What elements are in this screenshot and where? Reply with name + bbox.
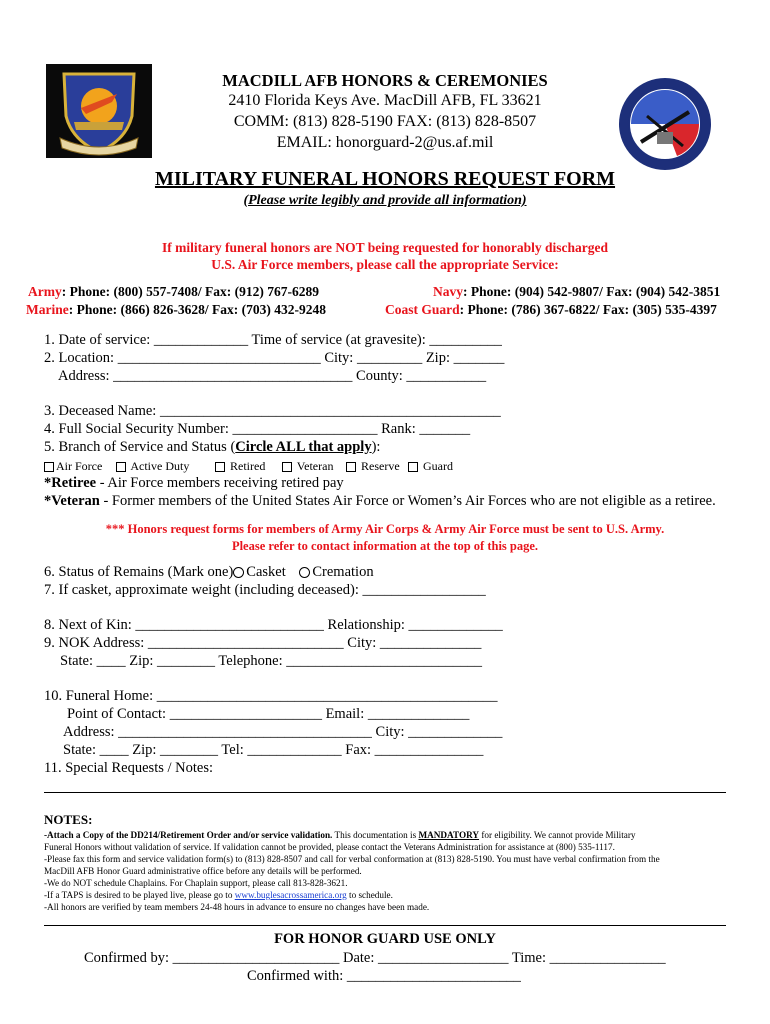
veteran-text: - Former members of the United States Air Force or Women’s Air Forces who are not eligible as a retiree.	[99, 493, 716, 509]
cremation-option[interactable]	[299, 564, 373, 580]
army-label: Army	[28, 284, 62, 299]
branch-label-prefix: 5. Branch of Service and Status (	[44, 439, 236, 455]
field-funeral-home[interactable]: 10. Funeral Home: _______________________________________________	[44, 688, 498, 704]
branch-option-label: Active Duty	[130, 459, 190, 473]
field-confirmed-with[interactable]: Confirmed with: ________________________	[247, 968, 521, 984]
field-branch-status	[44, 439, 380, 456]
header-email: EMAIL: honorguard-2@us.af.mil	[276, 134, 494, 151]
coast-guard-info: : Phone: (786) 367-6822/ Fax: (305) 535-4397	[459, 302, 717, 317]
notice-line-1: If military funeral honors are NOT being requested for honorably discharged	[161, 240, 608, 255]
branch-option-label: Guard	[423, 459, 453, 473]
note-4-post: to schedule.	[346, 890, 393, 900]
branch-option-label: Retired	[230, 459, 266, 473]
field-confirmed-by-date-time[interactable]: Confirmed by: _______________________ Date: __________________ Time: ________________	[84, 950, 666, 966]
field-deceased-name[interactable]: 3. Deceased Name: _______________________________________________	[44, 403, 501, 419]
branch-checkbox-air-force[interactable]	[44, 459, 102, 474]
checkbox-icon	[346, 462, 356, 472]
checkbox-icon	[116, 462, 126, 472]
branch-checkbox-veteran[interactable]	[282, 459, 333, 474]
field-casket-weight[interactable]: 7. If casket, approximate weight (including deceased): _________________	[44, 582, 486, 598]
retiree-definition	[44, 475, 344, 492]
note-1-bold: -Attach a Copy of the DD214/Retirement Order and/or service validation.	[44, 830, 333, 840]
branch-label-suffix: ):	[371, 439, 381, 455]
checkbox-icon	[408, 462, 418, 472]
cremation-label: Cremation	[312, 564, 374, 580]
branch-option-label: Air Force	[56, 459, 103, 473]
veteran-label: *Veteran	[44, 493, 100, 509]
field-ssn-rank[interactable]: 4. Full Social Security Number: ____________________ Rank: _______	[44, 421, 471, 437]
field-special-requests[interactable]: 11. Special Requests / Notes:	[44, 760, 214, 776]
marine-contact	[26, 302, 326, 318]
office-divider	[44, 925, 726, 926]
circle-all-instruction: Circle ALL that apply	[235, 439, 372, 455]
field-next-of-kin[interactable]: 8. Next of Kin: __________________________ Relationship: _____________	[44, 617, 503, 633]
casket-option[interactable]	[233, 564, 285, 580]
radio-icon	[233, 567, 244, 578]
field-location-address[interactable]: Address: _________________________________ County: ___________	[58, 368, 487, 384]
office-use-heading: FOR HONOR GUARD USE ONLY	[274, 931, 496, 947]
marine-info: : Phone: (866) 826-3628/ Fax: (703) 432-9248	[68, 302, 326, 317]
branch-checkbox-retired[interactable]	[215, 459, 265, 474]
note-1	[44, 829, 635, 841]
form-subtitle: (Please write legibly and provide all information)	[243, 193, 527, 208]
field-status-of-remains	[44, 564, 374, 581]
branch-checkbox-reserve[interactable]	[346, 459, 400, 474]
field-location[interactable]: 2. Location: ____________________________ City: _________ Zip: _______	[44, 350, 505, 366]
note-1-end: for eligibility. We cannot provide Military	[479, 830, 636, 840]
navy-label: Navy	[433, 284, 463, 299]
buglesacrossamerica-link[interactable]: www.buglesacrossamerica.org	[234, 890, 347, 900]
coast-guard-contact	[385, 302, 717, 318]
retiree-label: *Retiree	[44, 475, 97, 491]
veteran-definition	[44, 493, 716, 510]
note-2-continued: MacDill AFB Honor Guard administrative office before any details will be performed.	[44, 866, 362, 876]
note-4	[44, 889, 393, 901]
field-funeral-home-contact[interactable]: Point of Contact: _____________________ Email: ______________	[67, 706, 470, 722]
radio-icon	[299, 567, 310, 578]
coast-guard-label: Coast Guard	[385, 302, 460, 317]
army-note-line-1: *** Honors request forms for members of Army Air Corps & Army Air Force must be sent to U.S. Army.	[105, 522, 665, 536]
note-1-continued: Funeral Honors without validation of service. If validation cannot be provided, please contact the Veterans Administration for assistance at (800) 535-1117.	[44, 842, 615, 852]
field-nok-state-zip-phone[interactable]: State: ____ Zip: ________ Telephone: ___________________________	[60, 653, 483, 669]
army-contact	[28, 284, 319, 300]
note-3: -We do NOT schedule Chaplains. For Chaplain support, please call 813-828-3621.	[44, 878, 348, 888]
marine-label: Marine	[26, 302, 69, 317]
field-date-of-service[interactable]: 1. Date of service: _____________ Time of service (at gravesite): __________	[44, 332, 502, 348]
note-4-pre: -If a TAPS is desired to be played live, please go to	[44, 890, 235, 900]
branch-checkbox-active-duty[interactable]	[116, 459, 189, 474]
branch-option-label: Veteran	[296, 459, 334, 473]
navy-info: : Phone: (904) 542-9807/ Fax: (904) 542-3851	[463, 284, 721, 299]
field-funeral-home-address[interactable]: Address: ___________________________________ City: _____________	[63, 724, 503, 740]
branch-checkbox-guard[interactable]	[408, 459, 453, 474]
checkbox-icon	[44, 462, 54, 472]
remains-label: 6. Status of Remains (Mark one)	[44, 564, 234, 580]
navy-contact	[433, 284, 720, 300]
branch-option-label: Reserve	[361, 459, 400, 473]
note-1-mid: This documentation is	[332, 830, 419, 840]
header-address: 2410 Florida Keys Ave. MacDill AFB, FL 33621	[228, 92, 542, 109]
army-note-line-2: Please refer to contact information at the top of this page.	[231, 539, 539, 553]
checkbox-icon	[282, 462, 292, 472]
field-nok-address[interactable]: 9. NOK Address: ___________________________ City: ______________	[44, 635, 482, 651]
header-org-name: MACDILL AFB HONORS & CEREMONIES	[222, 71, 548, 90]
army-info: : Phone: (800) 557-7408/ Fax: (912) 767-6289	[61, 284, 319, 299]
header-phone-fax: COMM: (813) 828-5190 FAX: (813) 828-8507	[233, 113, 537, 130]
note-2: -Please fax this form and service validation form(s) to (813) 828-8507 and call for verbal conformation at (813) 828-5190. You must have verbal confirmation from the	[44, 854, 660, 864]
notes-heading: NOTES:	[44, 812, 93, 827]
notice-line-2: U.S. Air Force members, please call the appropriate Service:	[211, 257, 559, 272]
field-funeral-home-state-zip[interactable]: State: ____ Zip: ________ Tel: _____________ Fax: _______________	[63, 742, 484, 758]
casket-label: Casket	[246, 564, 286, 580]
note-5: -All honors are verified by team members 24-48 hours in advance to ensure no changes have been made.	[44, 902, 430, 912]
form-title: MILITARY FUNERAL HONORS REQUEST FORM	[154, 168, 616, 190]
mandatory-text: MANDATORY	[418, 830, 480, 840]
notes-line-divider	[44, 792, 726, 793]
checkbox-icon	[215, 462, 225, 472]
retiree-text: - Air Force members receiving retired pay	[96, 475, 344, 491]
